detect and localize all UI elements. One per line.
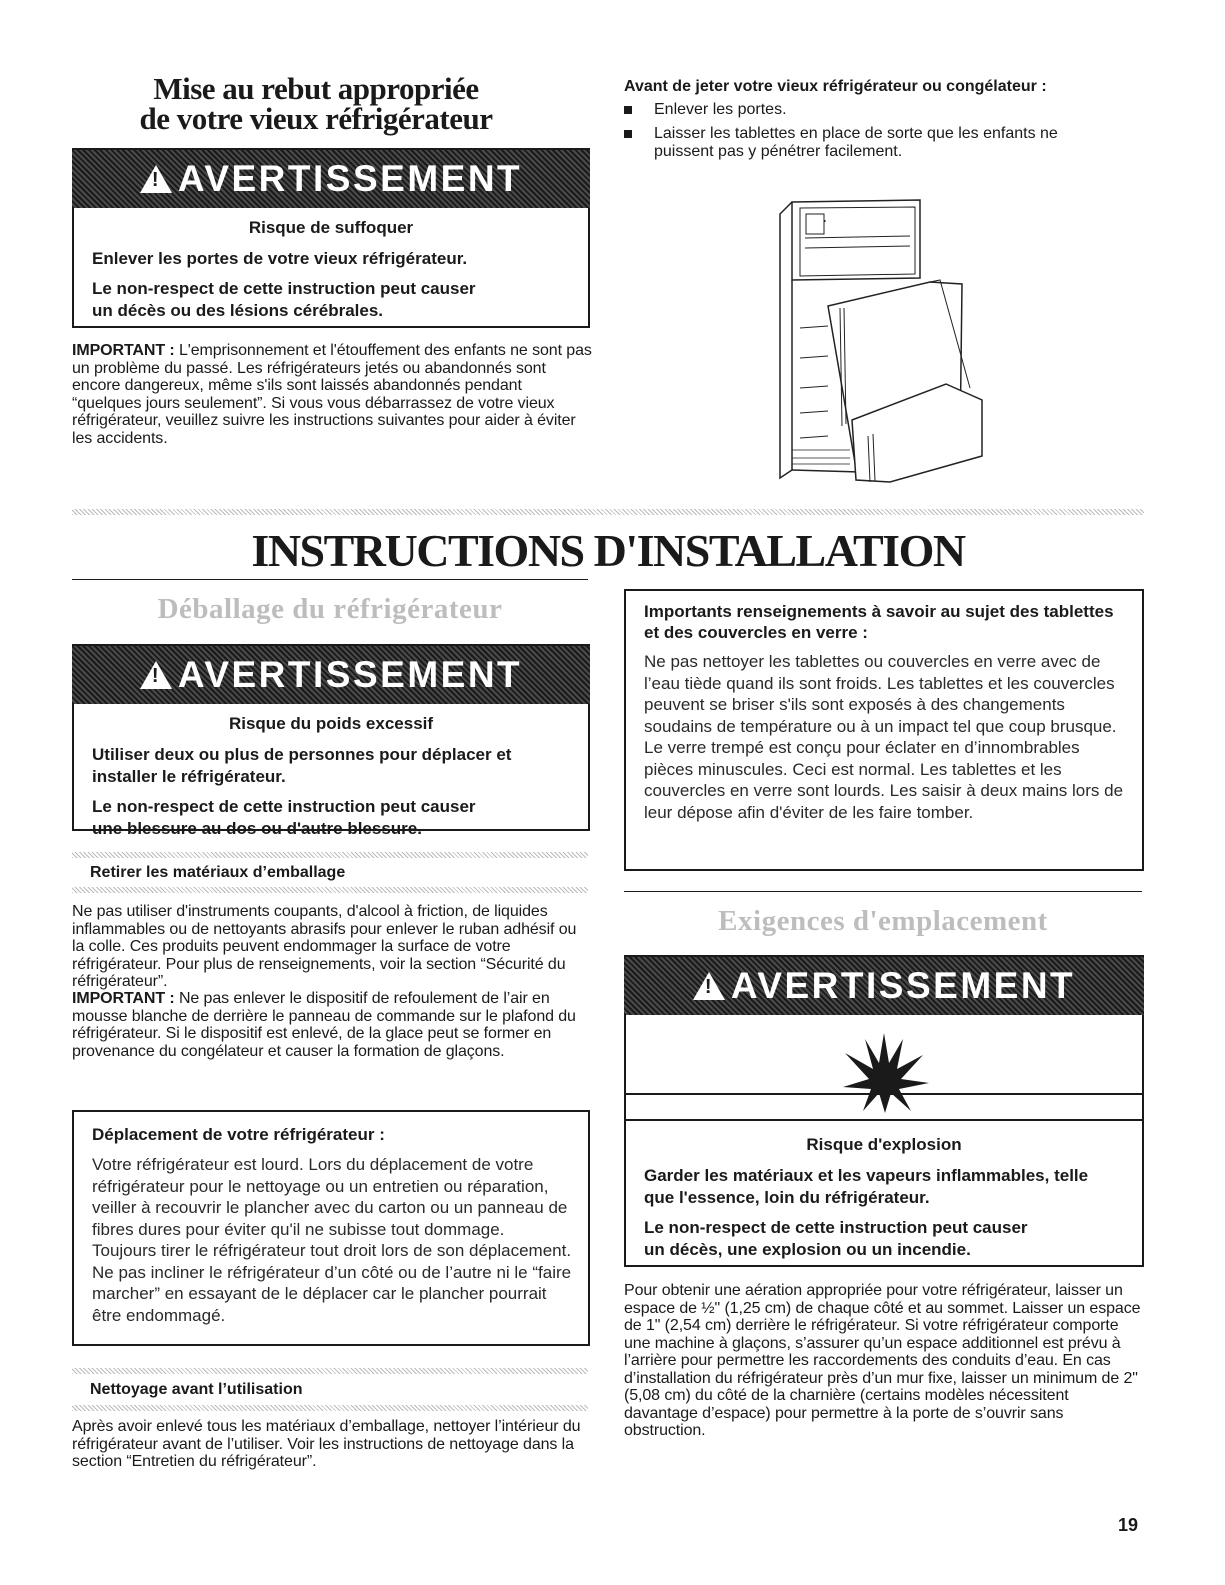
explosion-warning-box [624, 955, 1144, 1267]
page-number: 19 [1118, 1515, 1139, 1535]
disposal-section [72, 71, 590, 136]
warning-triangle-icon [693, 972, 725, 1000]
warning-instruction: Garder les matériaux et les vapeurs inflammables, telle que l'essence, loin du réfrigérateur. [644, 1166, 1089, 1207]
warning-hazard: Risque de suffoquer [248, 218, 414, 237]
cleaning-heading: Nettoyage avant l’utilisation [90, 1381, 303, 1398]
subheading-rule [72, 1405, 588, 1411]
glass-shelves-box [624, 589, 1144, 871]
remove-packaging-text: Ne pas utiliser d'instruments coupants, d'alcool à friction, de liquides inflammables ou de nettoyants abrasifs pour enlever le ruban adhésif ou la colle. Ces produits peuvent endommager la surface de votre réfrigérateur. Pour plus de renseignements, voir la section “Sécurité du réfrigérateur”. [72, 903, 577, 990]
cleaning-text: Après avoir enlevé tous les matériaux d’emballage, nettoyer l’intérieur du réfrigérateur avant de l’utiliser. Voir les instructions de nettoyage dans la section “Entretien du réfrigérateur”. [72, 1418, 581, 1470]
suffocation-warning-box [72, 148, 590, 328]
subheading-rule [72, 852, 588, 858]
warning-banner: !AVERTISSEMENT [624, 957, 1144, 1015]
disposal-bullets [618, 101, 1118, 167]
explosion-pictogram-area [626, 1015, 1142, 1095]
subheading-rule [72, 1368, 588, 1374]
list-item: Laisser les tablettes en place de sorte que les enfants ne puissent pas y pénétrer facilement. [618, 125, 1118, 161]
warning-banner: !AVERTISSEMENT [72, 646, 590, 704]
warning-hazard: Risque du poids excessif [228, 714, 434, 733]
warning-triangle-icon [140, 661, 172, 689]
weight-warning-box [72, 644, 590, 838]
warning-hazard: Risque d'explosion [806, 1135, 962, 1154]
before-disposal-heading: Avant de jeter votre vieux réfrigérateur ou congélateur : [624, 78, 1047, 95]
main-title: INSTRUCTIONS D'INSTALLATION [251, 525, 965, 576]
warning-instruction: Utiliser deux ou plus de personnes pour déplacer et installer le réfrigérateur. [92, 745, 512, 786]
disposal-title: Mise au rebut appropriée de votre vieux réfrigérateur [139, 71, 493, 136]
refrigerator-doors-removed-illustration [770, 188, 1010, 488]
section-divider [72, 509, 1144, 515]
column-rule [72, 579, 588, 580]
location-title: Exigences d'emplacement [718, 905, 1048, 937]
warning-consequence: Le non-respect de cette instruction peut causer un décès, une explosion ou un incendie. [644, 1218, 1028, 1259]
moving-box-title: Déplacement de votre réfrigérateur : [92, 1125, 385, 1144]
glass-box-text: Ne pas nettoyer les tablettes ou couvercles en verre avec de l’eau tiède quand ils sont froids. Les tablettes et les couvercles peuvent se briser s'ils sont exposés à des changements soudains de température ou à un impact tel que coup brusque. Le verre trempé est conçu pour éclater en d’innombrables pièces minuscules. Ceci est normal. Les tablettes et les couvercles en verre sont lourds. Les saisir à deux mains lors de leur dépose afin d'éviter de les faire tomber. [644, 652, 1124, 822]
glass-box-title: Importants renseignements à savoir au sujet des tablettes et des couvercles en verre : [644, 602, 1114, 642]
list-item: Enlever les portes. [618, 101, 1118, 119]
unpacking-title: Déballage du réfrigérateur [157, 593, 503, 625]
warning-consequence: Le non-respect de cette instruction peut causer un décès ou des lésions cérébrales. [92, 279, 476, 320]
warning-banner: !AVERTISSEMENT [72, 150, 590, 208]
explosion-icon [839, 1033, 929, 1113]
moving-refrigerator-box [72, 1110, 590, 1346]
remove-packaging-heading: Retirer les matériaux d’emballage [90, 864, 346, 881]
warning-instruction: Enlever les portes de votre vieux réfrigérateur. [92, 249, 468, 268]
subheading-rule [72, 887, 588, 893]
warning-consequence: Le non-respect de cette instruction peut causer une blessure au dos ou d'autre blessure. [92, 797, 476, 838]
column-rule [624, 891, 1142, 892]
unpacking-important-paragraph: IMPORTANT : Ne pas enlever le dispositif de refoulement de l’air en mousse blanche de derrière le panneau de commande sur le plafond du réfrigérateur. Si le dispositif est enlevé, de la glace peut se former en provenance du congélateur et causer la formation de glaçons. [72, 990, 576, 1060]
moving-box-text: Votre réfrigérateur est lourd. Lors du déplacement de votre réfrigérateur pour le nettoyage ou un entretien ou réparation, veiller à recouvrir le plancher avec du carton ou un panneau de fibres dures pour éviter qu'il ne subisse tout dommage. Toujours tirer le réfrigérateur tout droit lors de son déplacement. Ne pas incliner le réfrigérateur d’un côté ou de l’autre ni le “faire marcher” en essayant de le déplacer car le plancher pourrait être endommagé. [92, 1155, 572, 1325]
warning-triangle-icon [140, 165, 172, 193]
location-text: Pour obtenir une aération appropriée pour votre réfrigérateur, laisser un espace de ½" (1,25 cm) de chaque côté et au sommet. Laisser un espace de 1" (2,54 cm) derrière le réfrigérateur. Si votre réfrigérateur comporte une machine à glaçons, s’assurer qu’un espace additionnel est prévu à l’arrière pour permettre les raccordements des conduits d’eau. En cas d’installation du réfrigérateur près d’un mur fixe, laisser un minimum de 2" (5,08 cm) du côté de la charnière (certains modèles nécessitent davantage d’espace) pour permettre à la porte de s’ouvrir sans obstruction. [624, 1282, 1141, 1439]
disposal-important-paragraph: IMPORTANT : L'emprisonnement et l'étouffement des enfants ne sont pas un problème du passé. Les réfrigérateurs jetés ou abandonnés sont encore dangereux, même s'ils sont laissés abandonnés pendant “quelques jours seulement”. Si vous vous débarrassez de votre vieux réfrigérateur, veuillez suivre les instructions suivantes pour aider à éviter les accidents. [72, 342, 592, 447]
